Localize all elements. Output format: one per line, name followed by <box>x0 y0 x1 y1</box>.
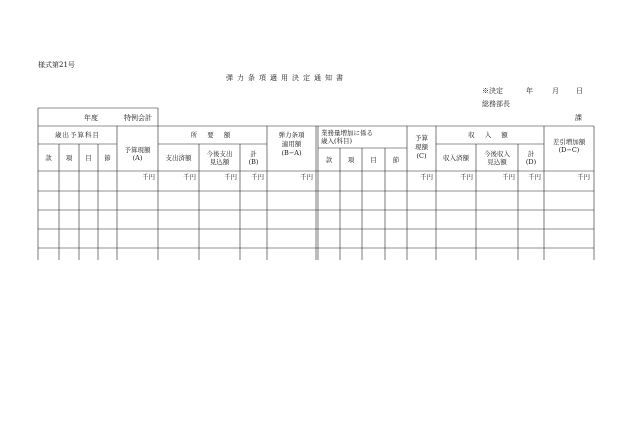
decision-day: 日 <box>576 87 583 95</box>
decision-year: 年 <box>526 87 533 95</box>
budget-present-a-line2: (A) <box>132 154 143 162</box>
future-expend-line1: 今後支出 <box>206 150 233 158</box>
total-b-line2: (B) <box>248 158 259 166</box>
rev-moku-header: 目 <box>370 156 377 164</box>
total-d-header <box>518 150 544 166</box>
future-expend-line2: 見込額 <box>209 158 230 166</box>
unit-future-revenue: 千円 <box>502 173 515 181</box>
revenue-amount-header: 収 入 額 <box>468 131 512 139</box>
unit-elastic: 千円 <box>300 173 313 181</box>
unit-diff: 千円 <box>577 173 590 181</box>
revenue-increase-line1: 業務量増加に係る <box>321 129 373 137</box>
kan-header: 款 <box>45 154 52 162</box>
elastic-clause-amount-header <box>267 131 316 158</box>
moku-header: 目 <box>85 154 92 162</box>
kou-header: 項 <box>65 154 73 162</box>
diff-increase-line2: (D−C) <box>558 146 580 154</box>
diff-increase-header <box>544 138 594 154</box>
director-label: 総務部長 <box>482 100 510 108</box>
future-revenue-header <box>476 150 518 166</box>
fiscal-year-label: 年度 <box>84 114 98 122</box>
elastic-clause-line3: (B−A) <box>281 149 302 157</box>
paid-amount-header: 支出済額 <box>165 154 192 162</box>
unit-total-b: 千円 <box>251 173 264 181</box>
decision-month: 月 <box>552 87 559 95</box>
future-expend-header <box>199 150 240 166</box>
total-b-line1: 計 <box>250 150 257 158</box>
unit-received: 千円 <box>460 173 473 181</box>
form-number: 様式第21号 <box>38 61 75 69</box>
future-revenue-line1: 今後収入 <box>484 150 510 158</box>
total-d-line1: 計 <box>527 150 535 158</box>
budget-present-c-line2: 現額 <box>415 143 428 151</box>
setsu-header: 節 <box>104 154 111 162</box>
doc-title: 弾力条項適用決定通知書 <box>226 74 347 82</box>
unit-budget-c: 千円 <box>420 173 433 181</box>
revenue-increase-header <box>318 129 410 145</box>
decision-mark: ※決定 <box>482 87 503 95</box>
unit-budget-a: 千円 <box>142 173 155 181</box>
unit-future-expend: 千円 <box>224 173 237 181</box>
revenue-increase-line2: 歳入(科目) <box>321 137 353 145</box>
elastic-clause-line1: 弾力条項 <box>278 131 305 139</box>
budget-present-c-line3: (C) <box>416 152 427 160</box>
rev-setsu-header: 節 <box>392 156 400 164</box>
received-amount-header: 収入済額 <box>443 154 469 162</box>
diff-increase-line1: 差引増加額 <box>552 138 586 146</box>
required-amount-header: 所 要 額 <box>190 131 235 139</box>
total-b-header <box>240 150 267 166</box>
budget-present-a-header <box>117 146 158 162</box>
special-account-label: 特例会計 <box>124 114 152 122</box>
rev-kan-header: 款 <box>325 156 333 164</box>
total-d-line2: (D) <box>525 158 537 166</box>
rev-kou-header: 項 <box>347 156 355 164</box>
section-label: 課 <box>575 114 582 122</box>
budget-present-c-header <box>407 134 436 161</box>
budget-present-c-line1: 予算 <box>415 134 428 142</box>
expenditure-budget-item-header: 歳出予算科目 <box>55 131 100 139</box>
unit-paid: 千円 <box>183 173 196 181</box>
budget-present-a-line1: 予算現額 <box>124 146 151 154</box>
future-revenue-line2: 見込額 <box>487 158 507 166</box>
elastic-clause-line2: 適用額 <box>281 140 302 148</box>
unit-total-d: 千円 <box>528 173 541 181</box>
